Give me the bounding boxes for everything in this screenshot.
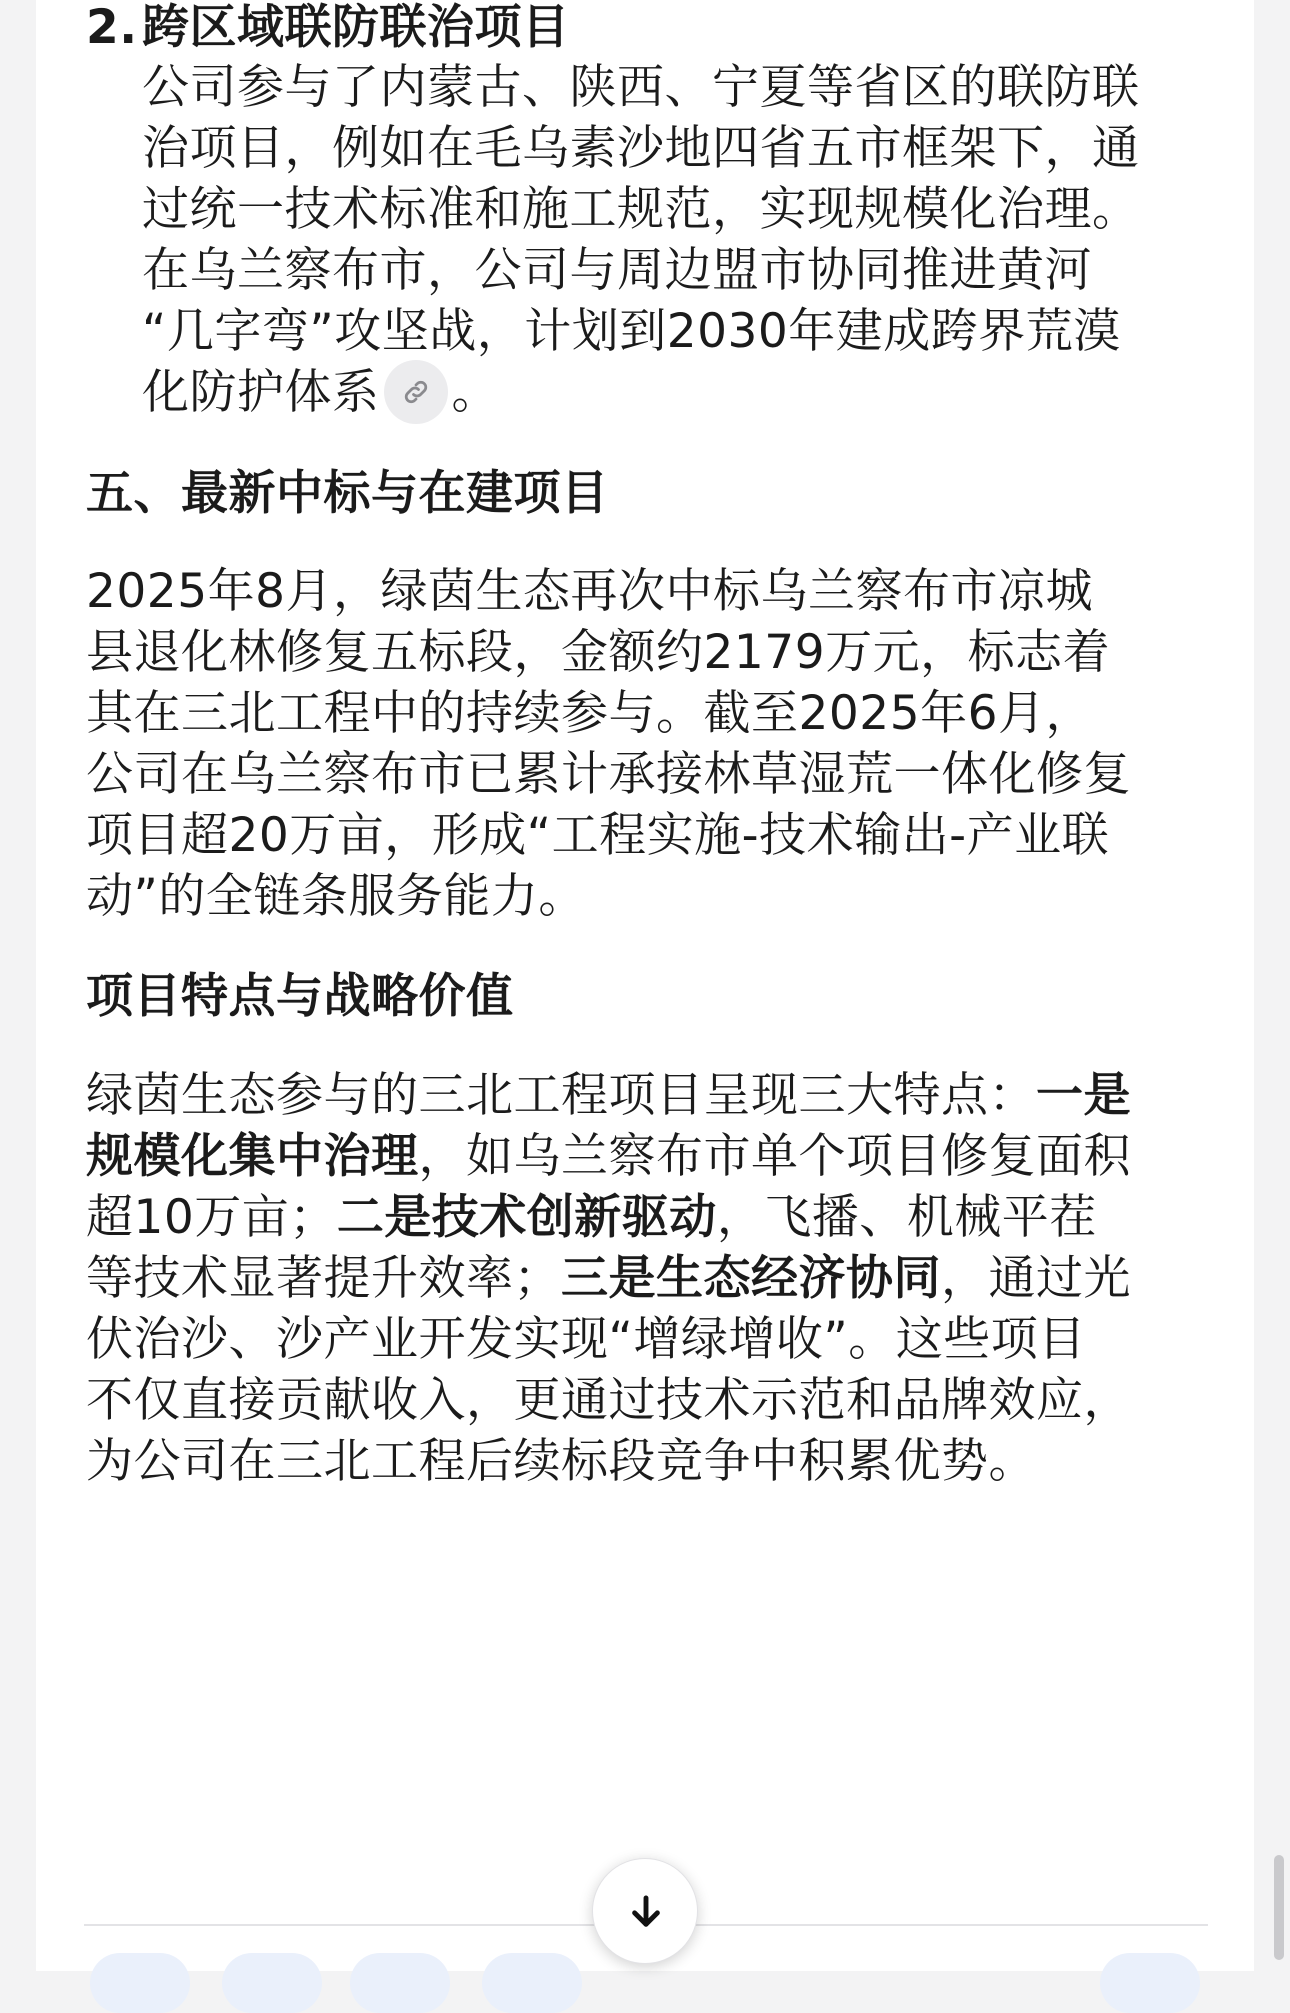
paragraph-line: 伏治沙、沙产业开发实现“增绿增收”。这些项目 — [86, 1312, 1086, 1367]
paragraph-line: 在乌兰察布市，公司与周边盟市协同推进黄河 — [142, 243, 1092, 298]
punctuation: 。 — [451, 365, 499, 420]
paragraph-line — [86, 1188, 1097, 1248]
paragraph-line: 动”的全链条服务能力。 — [86, 869, 586, 924]
bold-text: 二是技术创新驱动 — [336, 1190, 717, 1245]
paragraph-line: 过统一技术标准和施工规范，实现规模化治理。 — [142, 182, 1140, 237]
paragraph-text: 超10万亩； — [86, 1190, 337, 1245]
action-chip[interactable] — [350, 1953, 450, 2013]
scrollbar[interactable] — [1274, 1855, 1284, 1960]
paragraph-line: “几字弯”攻坚战，计划到2030年建成跨界荒漠 — [142, 304, 1121, 359]
section-heading: 项目特点与战略价值 — [86, 969, 514, 1024]
list-item-title — [86, 0, 570, 58]
paragraph-line: 公司在乌兰察布市已累计承接林草湿荒一体化修复 — [86, 747, 1131, 802]
action-chip[interactable] — [1100, 1953, 1200, 2013]
bold-text: 三是生态经济协同 — [561, 1251, 941, 1306]
paragraph-line: 2025年8月，绿茵生态再次中标乌兰察布市凉城 — [86, 564, 1094, 619]
arrow-down-icon — [625, 1891, 667, 1933]
paragraph-text: 绿茵生态参与的三北工程项目呈现三大特点： — [86, 1068, 1036, 1123]
paragraph-text: ，飞播、机械平茬 — [716, 1190, 1097, 1245]
paragraph-line: 项目超20万亩，形成“工程实施-技术输出-产业联 — [86, 808, 1110, 863]
paragraph-line — [86, 1249, 1131, 1309]
paragraph-line: 为公司在三北工程后续标段竞争中积累优势。 — [86, 1434, 1036, 1489]
paragraph-line — [86, 1127, 1131, 1187]
citation-link-button[interactable] — [384, 360, 448, 424]
link-icon — [401, 377, 431, 407]
section-heading: 五、最新中标与在建项目 — [86, 466, 609, 521]
paragraph-text: 等技术显著提升效率； — [86, 1251, 561, 1306]
scroll-to-bottom-button[interactable] — [592, 1858, 698, 1964]
list-item-number: 2. — [86, 0, 138, 55]
paragraph-line: 公司参与了内蒙古、陕西、宁夏等省区的联防联 — [142, 60, 1140, 115]
paragraph-line: 治项目，例如在毛乌素沙地四省五市框架下，通 — [142, 121, 1140, 176]
paragraph-line: 不仅直接贡献收入，更通过技术示范和品牌效应， — [86, 1373, 1131, 1428]
action-chip[interactable] — [482, 1953, 582, 2013]
paragraph-line: 其在三北工程中的持续参与。截至2025年6月， — [86, 686, 1094, 741]
action-chip[interactable] — [90, 1953, 190, 2013]
paragraph-text: ，如乌兰察布市单个项目修复面积 — [418, 1129, 1131, 1184]
list-item-title-text: 跨区域联防联治项目 — [142, 0, 570, 55]
paragraph-line: 县退化林修复五标段，金额约2179万元，标志着 — [86, 625, 1111, 680]
paragraph-text: ，通过光 — [941, 1251, 1131, 1306]
paragraph-text: 化防护体系 — [142, 365, 380, 420]
action-chip[interactable] — [222, 1953, 322, 2013]
paragraph-line — [86, 1066, 1131, 1126]
bold-text: 一是 — [1036, 1068, 1131, 1123]
bold-text: 规模化集中治理 — [86, 1129, 419, 1184]
paragraph-line — [142, 363, 499, 423]
